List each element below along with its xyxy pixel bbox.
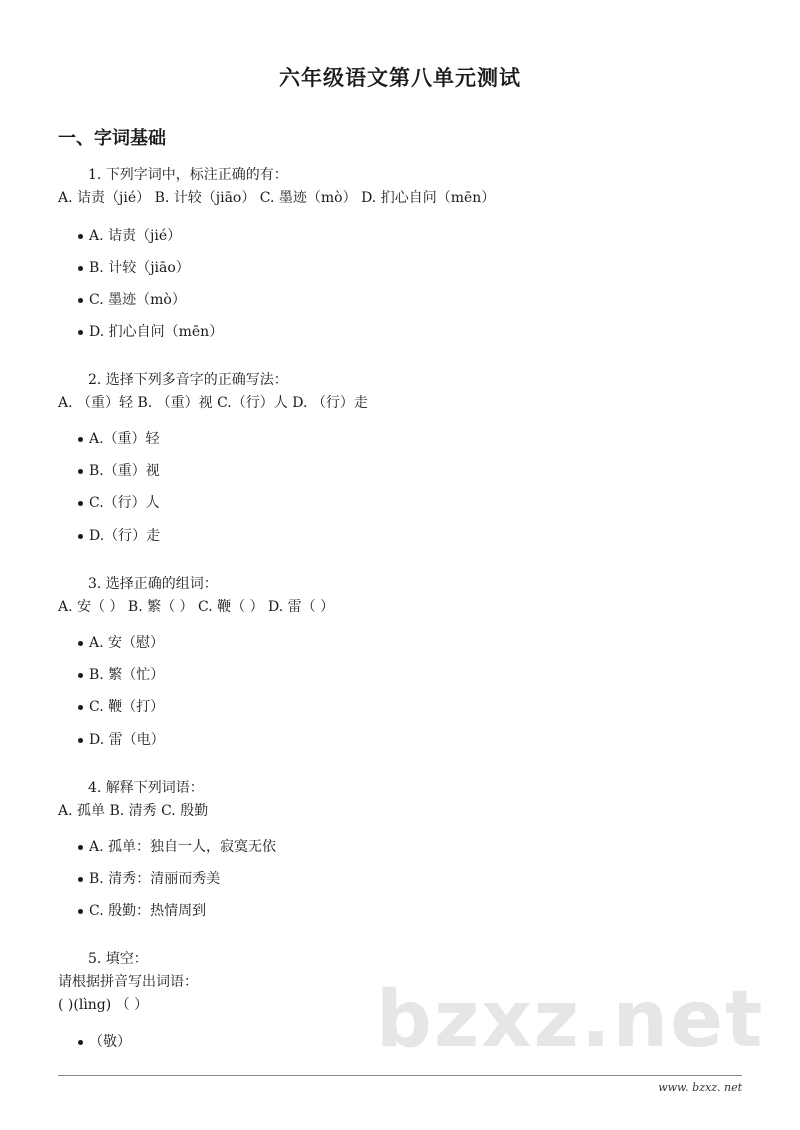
answer-item: C. 鞭（打） bbox=[78, 697, 164, 717]
answer-item: B. 清秀：清丽而秀美 bbox=[78, 869, 220, 889]
answer-item: （敬） bbox=[78, 1032, 131, 1052]
bullet-icon bbox=[78, 705, 83, 710]
answer-item: B.（重）视 bbox=[78, 461, 160, 481]
answer-item: C.（行）人 bbox=[78, 493, 160, 513]
footer-divider bbox=[58, 1075, 742, 1076]
bullet-icon bbox=[78, 501, 83, 506]
question-options: A. 诘责（jié） B. 计较（jiāo） C. 墨迹（mò） D. 扪心自问（mēn） bbox=[58, 190, 496, 206]
answer-item: B. 繁（忙） bbox=[78, 665, 164, 685]
question-stem: 4. 解释下列词语： bbox=[88, 780, 204, 796]
bullet-icon bbox=[78, 877, 83, 882]
question-stem: 2. 选择下列多音字的正确写法： bbox=[88, 372, 288, 388]
bullet-icon bbox=[78, 469, 83, 474]
bullet-icon bbox=[78, 330, 83, 335]
bullet-icon bbox=[78, 298, 83, 303]
bullet-icon bbox=[78, 266, 83, 271]
question-options: A. 孤单 B. 清秀 C. 殷勤 bbox=[58, 803, 209, 819]
bullet-icon bbox=[78, 738, 83, 743]
answer-item: C. 墨迹（mò） bbox=[78, 290, 186, 310]
question-stem: 1. 下列字词中，标注正确的有： bbox=[88, 167, 288, 183]
question-options: 请根据拼音写出词语： bbox=[58, 974, 198, 990]
footer-url: www. bzxz. net bbox=[658, 1081, 742, 1094]
bullet-icon bbox=[78, 641, 83, 646]
question-blanks: ( )(lìng) （ ） bbox=[58, 997, 149, 1013]
question-options: A. （重）轻 B. （重）视 C.（行）人 D. （行）走 bbox=[58, 395, 368, 411]
answer-item: A.（重）轻 bbox=[78, 429, 160, 449]
watermark: bzxz.net bbox=[376, 975, 765, 1065]
answer-item: A. 孤单：独自一人，寂寞无依 bbox=[78, 837, 276, 857]
answer-item: B. 计较（jiāo） bbox=[78, 258, 190, 278]
bullet-icon bbox=[78, 534, 83, 539]
answer-item: D. 扪心自问（mēn） bbox=[78, 322, 223, 342]
bullet-icon bbox=[78, 1040, 83, 1045]
answer-item: D.（行）走 bbox=[78, 526, 160, 546]
question-stem: 5. 填空： bbox=[88, 951, 148, 967]
section-heading: 一、字词基础 bbox=[58, 128, 166, 149]
bullet-icon bbox=[78, 234, 83, 239]
question-stem: 3. 选择正确的组词： bbox=[88, 576, 218, 592]
bullet-icon bbox=[78, 437, 83, 442]
bullet-icon bbox=[78, 909, 83, 914]
bullet-icon bbox=[78, 845, 83, 850]
answer-item: A. 安（慰） bbox=[78, 633, 164, 653]
answer-item: D. 雷（电） bbox=[78, 730, 165, 750]
answer-item: C. 殷勤：热情周到 bbox=[78, 901, 206, 921]
page-title: 六年级语文第八单元测试 bbox=[279, 66, 521, 90]
question-options: A. 安（ ） B. 繁（ ） C. 鞭（ ） D. 雷（ ） bbox=[58, 599, 335, 615]
bullet-icon bbox=[78, 673, 83, 678]
answer-item: A. 诘责（jié） bbox=[78, 226, 181, 246]
